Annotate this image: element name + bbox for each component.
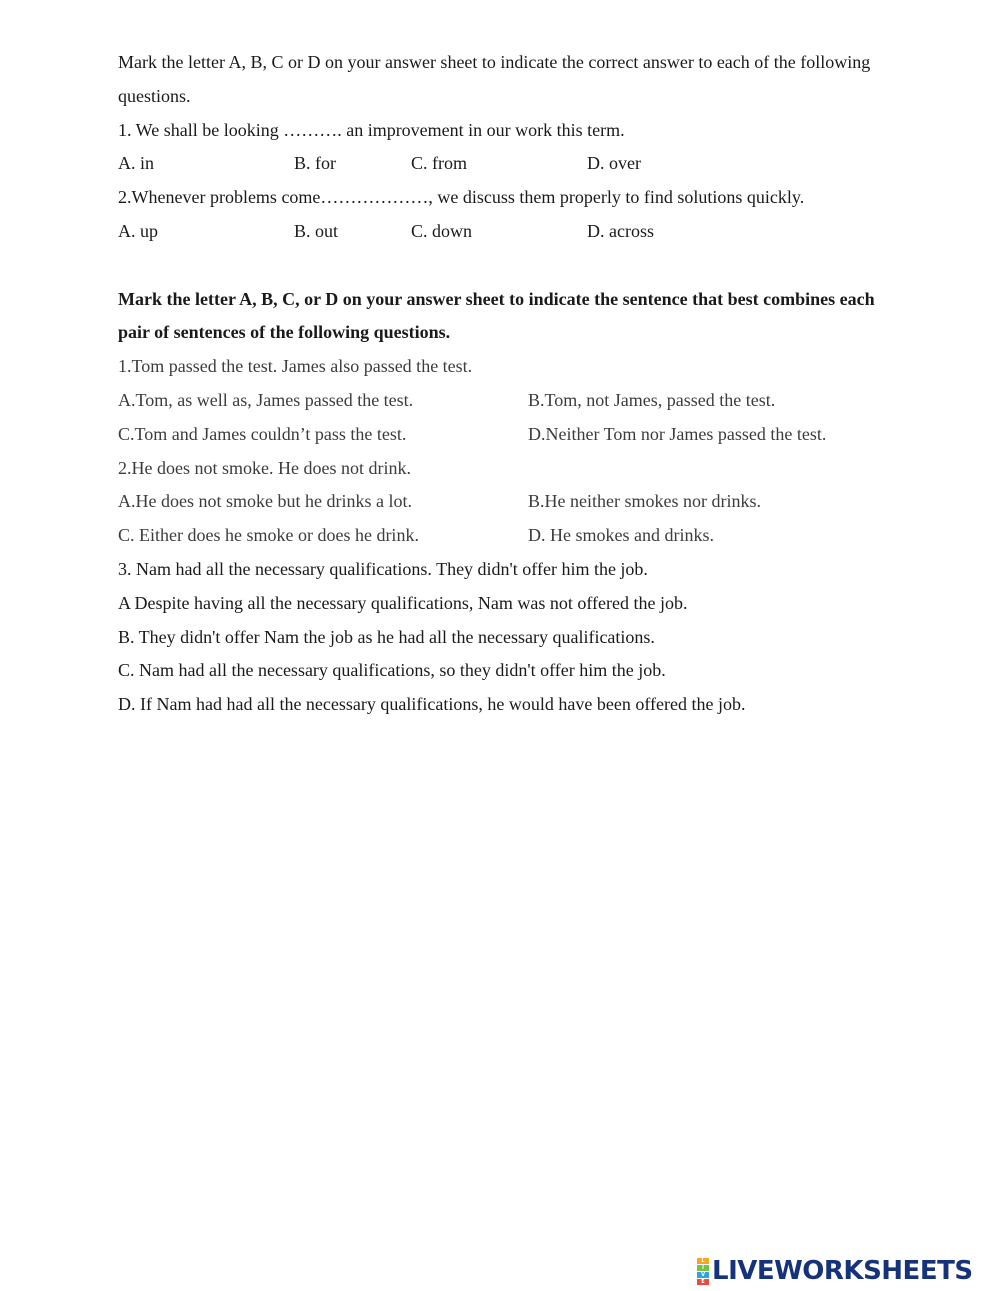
liveworksheets-logo xyxy=(697,1257,973,1285)
option-a[interactable]: A Despite having all the necessary qualifications, Nam was not offered the job. xyxy=(118,592,688,613)
answer-options-row xyxy=(118,485,958,519)
section1-instruction: Mark the letter A, B, C or D on your answer sheet to indicate the correct answer to each of the following xyxy=(118,52,871,72)
logo-block: L xyxy=(697,1258,709,1264)
section2-instruction-cont: pair of sentences of the following questions. xyxy=(118,322,451,343)
question-text: 2.He does not smoke. He does not drink. xyxy=(118,457,411,478)
worksheet xyxy=(118,46,958,722)
option-d[interactable]: D. If Nam had had all the necessary qualifications, he would have been offered the job. xyxy=(118,694,746,715)
option-c[interactable]: C. Either does he smoke or does he drink. xyxy=(118,525,419,546)
logo-block: I xyxy=(697,1265,709,1271)
option-c[interactable]: C. from xyxy=(411,153,467,174)
section1-instruction-cont: questions. xyxy=(118,85,191,106)
question-text: 1.Tom passed the test. James also passed the test. xyxy=(118,356,473,377)
logo-text: LIVEWORKSHEETS xyxy=(712,1256,973,1286)
option-d[interactable]: D. He smokes and drinks. xyxy=(528,525,714,546)
answer-options-row xyxy=(118,147,958,181)
logo-blocks-icon xyxy=(697,1258,709,1285)
answer-options-row xyxy=(118,384,958,418)
question-text: 1. We shall be looking ………. an improvement in our work this term. xyxy=(118,119,625,140)
option-a[interactable]: A. up xyxy=(118,220,158,241)
logo-block: V xyxy=(697,1272,709,1278)
option-c[interactable]: C. down xyxy=(411,220,473,241)
logo-block: E xyxy=(697,1279,709,1285)
answer-options-row xyxy=(118,519,958,553)
option-b[interactable]: B.Tom, not James, passed the test. xyxy=(528,389,776,410)
answer-options-row xyxy=(118,215,958,249)
option-b[interactable]: B.He neither smokes nor drinks. xyxy=(528,491,761,512)
question-text: 3. Nam had all the necessary qualifications. They didn't offer him the job. xyxy=(118,558,648,579)
option-a[interactable]: A.Tom, as well as, James passed the test. xyxy=(118,389,414,410)
section-spacer xyxy=(118,249,958,283)
option-c[interactable]: C. Nam had all the necessary qualifications, so they didn't offer him the job. xyxy=(118,660,666,681)
option-b[interactable]: B. for xyxy=(294,153,336,174)
option-c[interactable]: C.Tom and James couldn’t pass the test. xyxy=(118,423,407,444)
answer-options-row xyxy=(118,418,958,452)
option-d[interactable]: D. across xyxy=(587,220,654,241)
option-d[interactable]: D. over xyxy=(587,153,641,174)
option-b[interactable]: B. They didn't offer Nam the job as he had all the necessary qualifications. xyxy=(118,626,655,647)
option-a[interactable]: A.He does not smoke but he drinks a lot. xyxy=(118,491,412,512)
section2-instruction: Mark the letter A, B, C, or D on your answer sheet to indicate the sentence that best combines each xyxy=(118,288,875,309)
option-a[interactable]: A. in xyxy=(118,153,154,174)
question-text: 2.Whenever problems come………………, we discuss them properly to find solutions quickly. xyxy=(118,187,805,208)
option-b[interactable]: B. out xyxy=(294,220,339,241)
option-d[interactable]: D.Neither Tom nor James passed the test. xyxy=(528,423,827,444)
